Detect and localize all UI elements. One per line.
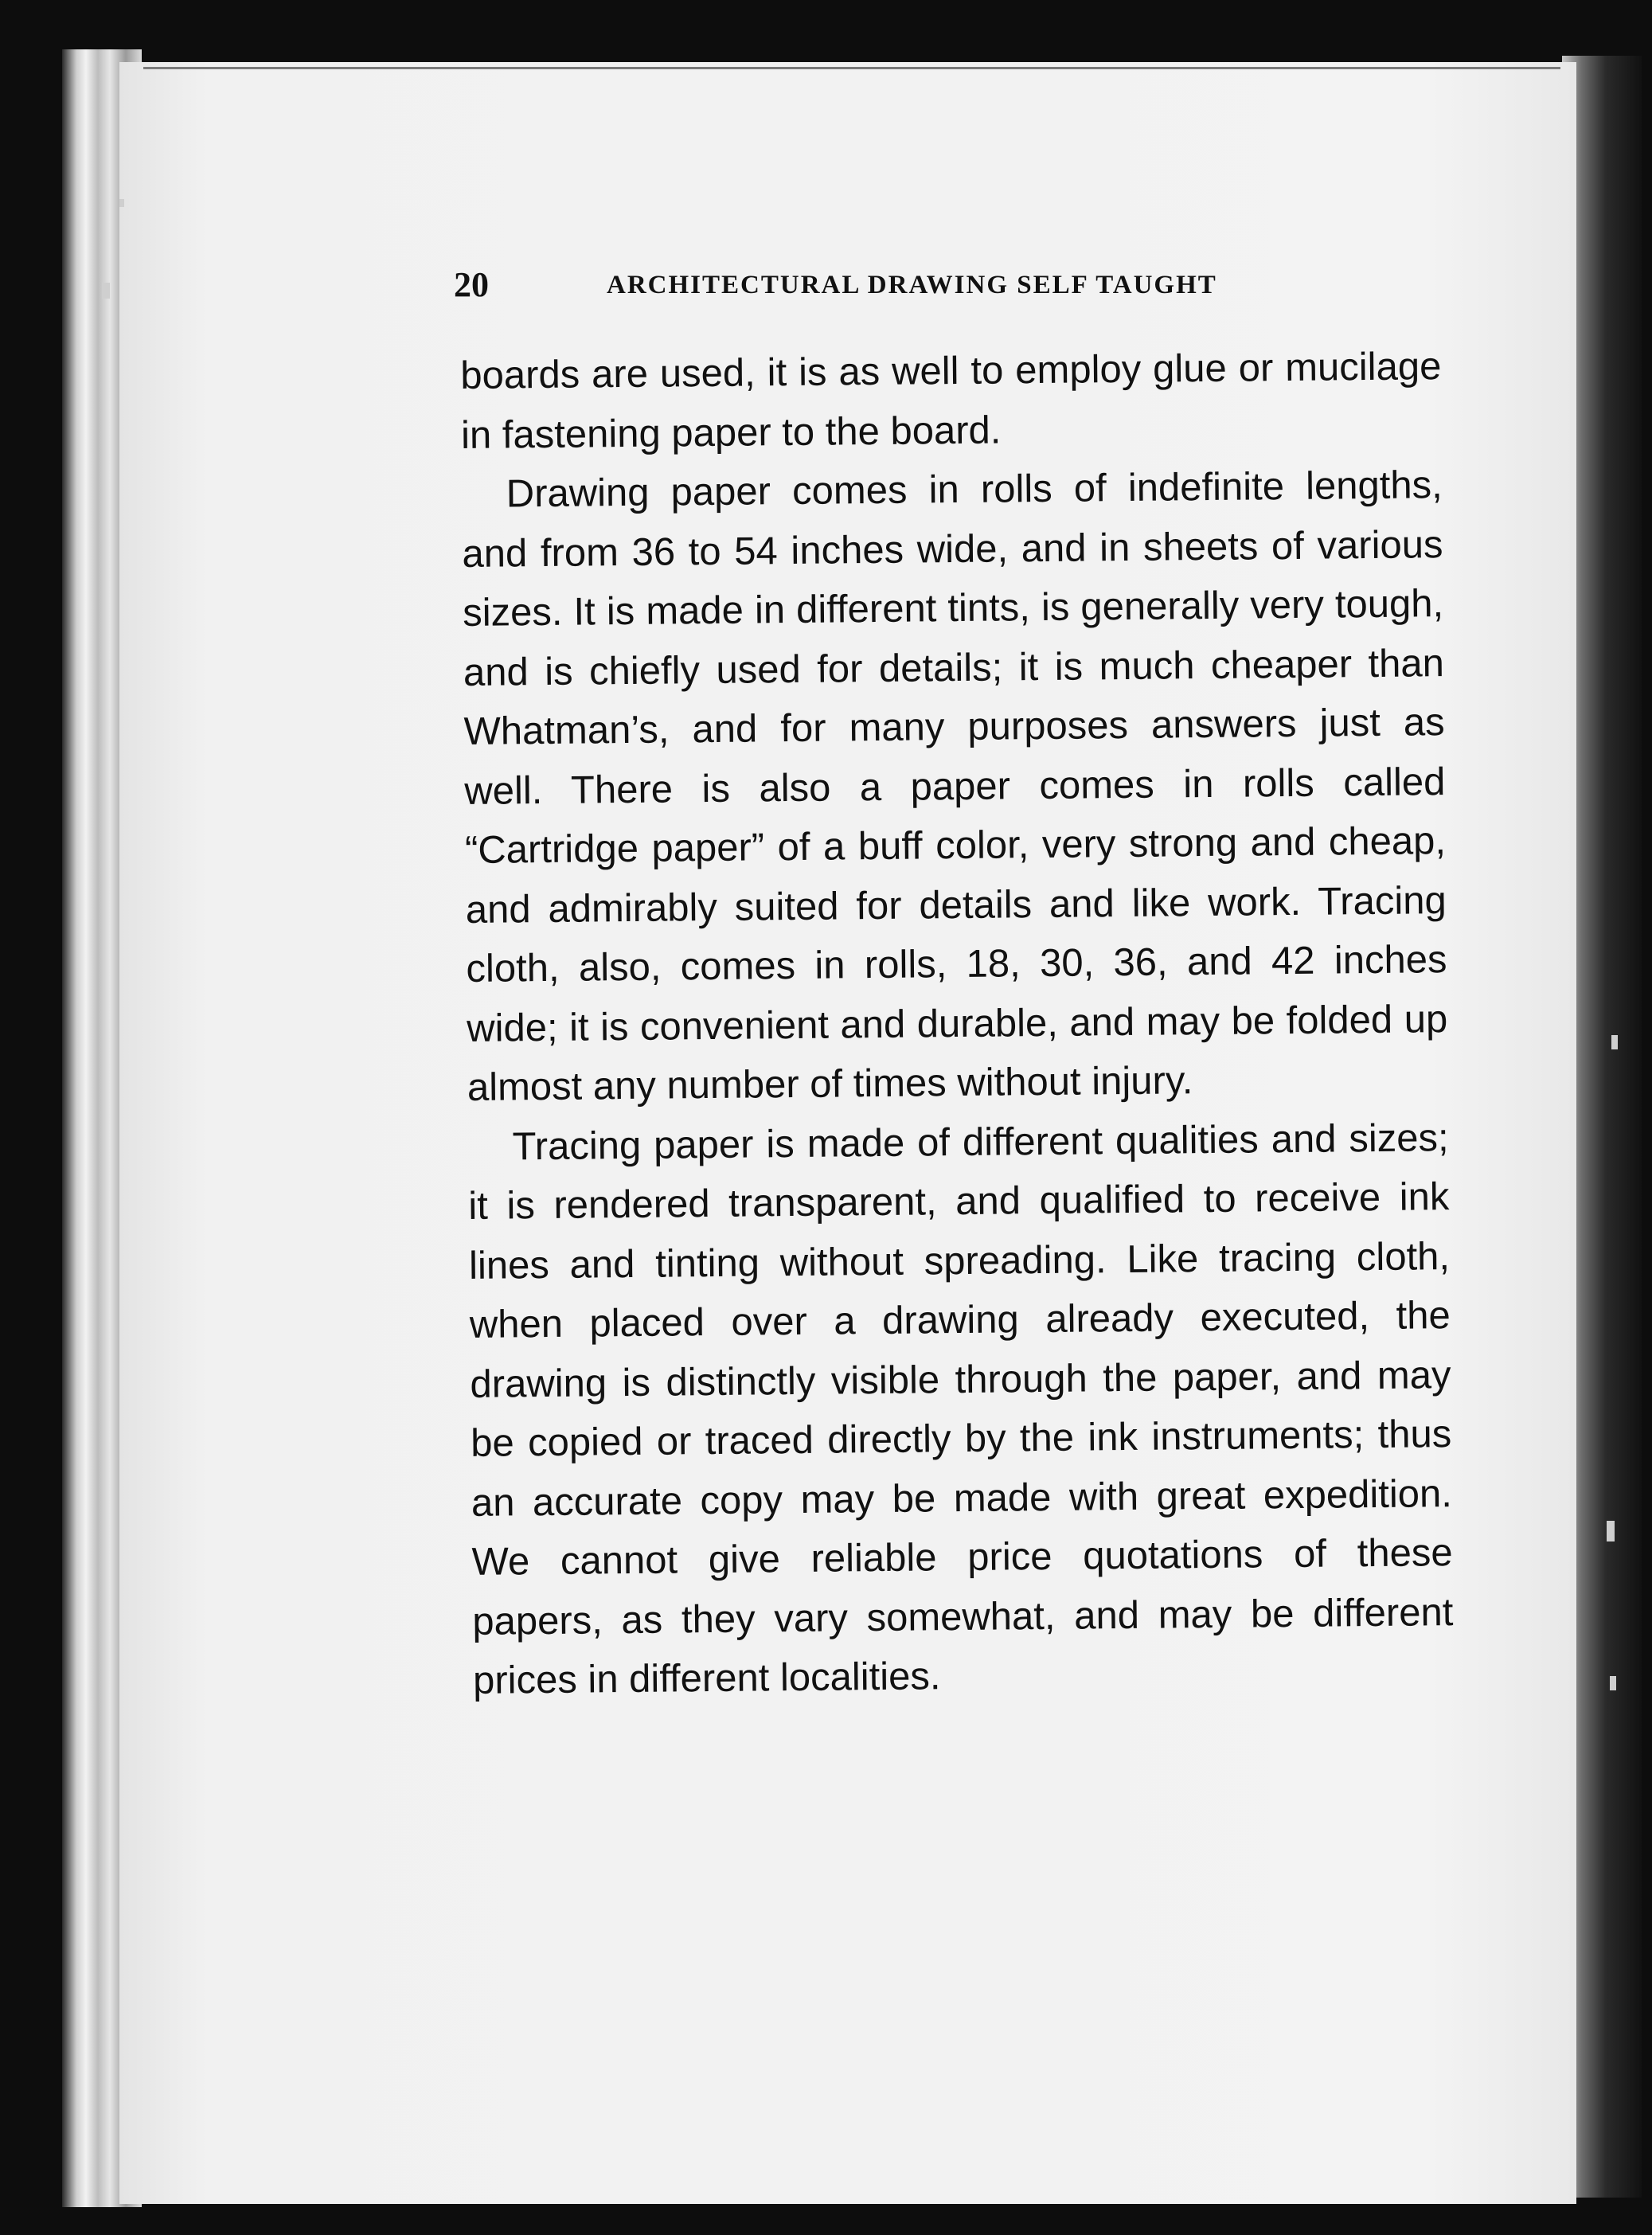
paragraph-2: Drawing paper comes in rolls of indefinite lengths, and from 36 to 54 inches wide, and in sheets of various sizes. It is made in different tints, is generally very tough, and is chiefly used for details; it is much cheaper than Whatman’s, and for many purposes answers just as well. There is also a paper comes in rolls called “Cartridge paper” of a buff color, very strong and cheap, and admirably suited for details and like work. Tracing cloth, also, comes in rolls, 18, 30, 36, and 42 inches wide; it is convenient and durable, and may be folded up almost any number of times without injury. bbox=[462, 463, 1448, 1109]
page-number: 20 bbox=[454, 265, 489, 304]
dust-speck bbox=[102, 283, 110, 299]
page-top-edge-line bbox=[143, 67, 1560, 69]
dust-speck bbox=[1607, 1521, 1615, 1541]
running-head-title: ARCHITECTURAL DRAWING SELF TAUGHT bbox=[607, 271, 1217, 299]
running-head bbox=[454, 264, 1306, 312]
paragraph-3: Tracing paper is made of different qualities and sizes; it is rendered transparent, and qualified to receive ink lines and tinting without spreading. Like tracing cloth, when placed over a drawing already executed, the drawing is distinctly visible through the paper, and may be copied or traced directly by the ink instruments; thus an accurate copy may be made with great expedition. We cannot give reliable price quotations of these papers, as they vary somewhat, and may be different prices in different localities. bbox=[468, 1116, 1454, 1702]
body-text bbox=[460, 337, 1454, 1710]
dust-speck bbox=[1611, 1035, 1618, 1049]
dust-speck bbox=[1610, 1676, 1616, 1690]
paragraph-1: boards are used, it is as well to employ glue or mucilage in fastening paper to the board. bbox=[460, 345, 1442, 457]
dust-speck bbox=[119, 199, 124, 207]
